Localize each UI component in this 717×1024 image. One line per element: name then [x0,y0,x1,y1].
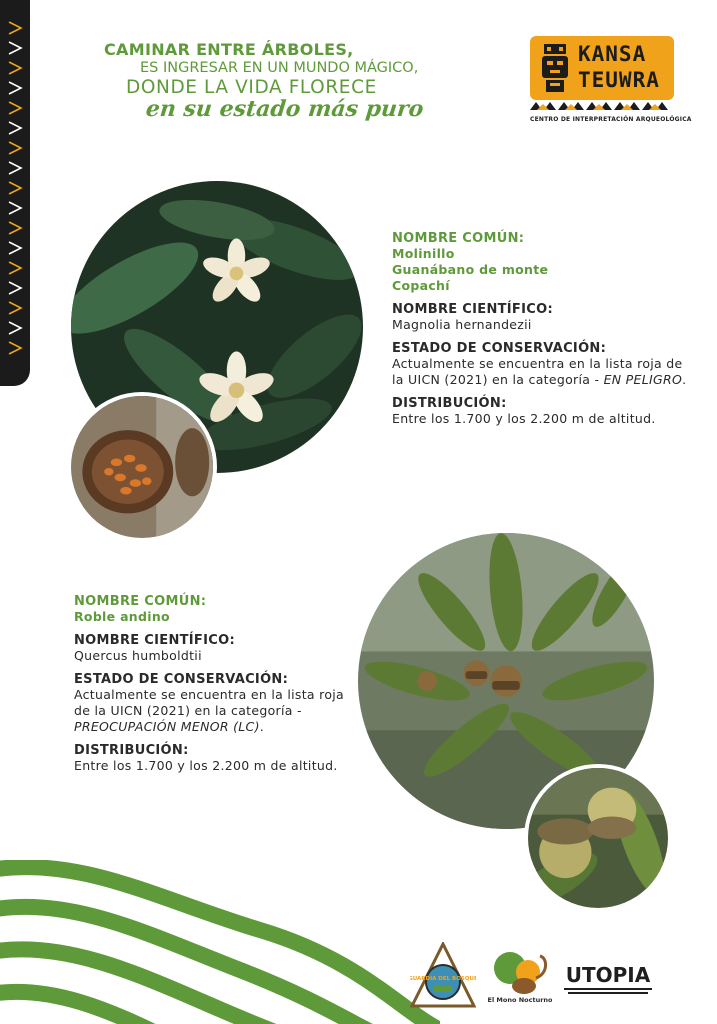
scientific-name: Quercus humboldtii [74,648,202,663]
magnolia-fruit-photo [67,392,217,542]
brand-name-line-1: KANSA [578,42,647,66]
distribution-label: DISTRIBUCIÓN: [74,743,189,758]
common-name-label: NOMBRE COMÚN: [392,231,525,246]
guardia-del-bosque-logo [410,942,476,1008]
conservation-status-text [74,687,344,735]
monkey-emblem-icon [488,948,552,1010]
brand-name-line-2: TEUWRA [578,68,660,92]
common-name-2: Guanábano de monte [392,262,549,277]
common-name-1: Molinillo [392,246,455,261]
status-suffix: . [259,719,265,734]
brand-badge [530,36,674,100]
status-description: Actualmente se encuentra en la lista roja de la UICN (2021) en la categoría - [392,356,683,387]
brand-mask-icon [538,42,572,94]
distribution-label: DISTRIBUCIÓN: [392,396,507,411]
decorative-waves [0,860,440,1024]
guardia-text: GUARDIA DEL BOSQUE [410,976,476,982]
scientific-name-label: NOMBRE CIENTÍFICO: [392,302,553,317]
brand-logo [530,36,692,132]
tagline-line-4: en su estado más puro [144,96,425,122]
tagline-line-2: ES INGRESAR EN UN MUNDO MÁGICO, [140,60,419,76]
status-suffix: . [682,372,687,387]
distribution-text: Entre los 1.700 y los 2.200 m de altitud. [392,411,656,426]
triangle-pattern-icon [6,18,24,368]
status-category: PREOCUPACIÓN MENOR (LC) [74,719,260,734]
brand-subtitle: CENTRO DE INTERPRETACIÓN ARQUEOLÓGICA [530,116,692,123]
oak-acorn-photo [524,764,672,912]
common-name-label: NOMBRE COMÚN: [74,594,207,609]
scientific-name-label: NOMBRE CIENTÍFICO: [74,633,235,648]
conservation-status-text [392,356,692,388]
conservation-status-label: ESTADO DE CONSERVACIÓN: [74,672,289,687]
tagline-line-1: CAMINAR ENTRE ÁRBOLES, [104,40,354,59]
distribution-text: Entre los 1.700 y los 2.200 m de altitud. [74,758,338,773]
species-1-info [392,231,692,427]
common-name-1: Roble andino [74,609,170,624]
utopia-emblem-icon [560,956,656,1002]
tagline-line-3: DONDE LA VIDA FLORECE [126,77,377,98]
conservation-status-label: ESTADO DE CONSERVACIÓN: [392,341,607,356]
common-name-3: Copachí [392,278,450,293]
guardia-emblem-icon [410,942,476,1008]
decorative-side-strip [0,0,30,386]
status-description: Actualmente se encuentra en la lista roja de la UICN (2021) en la categoría - [74,687,345,718]
brand-pattern-icon [530,102,674,110]
species-2-info [74,594,344,774]
utopia-text: UTOPIA [565,963,651,987]
utopia-logo [560,956,656,1002]
el-mono-nocturno-logo [488,948,552,1010]
status-category: EN PELIGRO [603,372,683,387]
scientific-name: Magnolia hernandezii [392,317,532,332]
mono-text: El Mono Nocturno [488,996,552,1004]
